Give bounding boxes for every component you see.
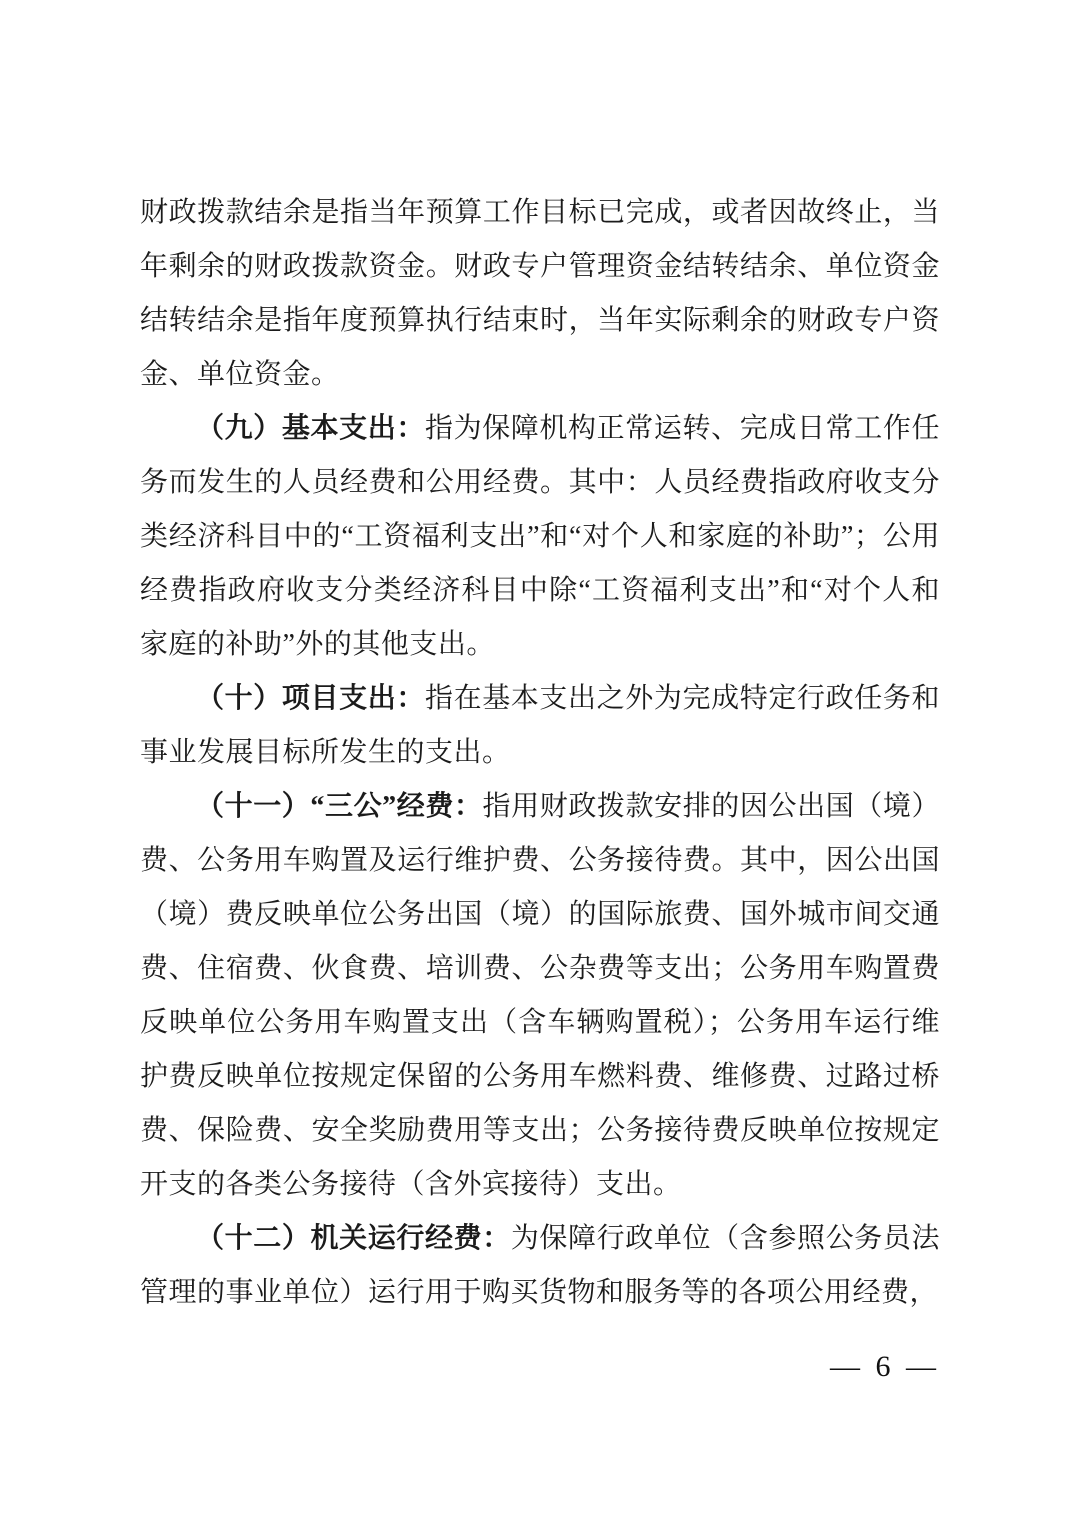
paragraph-three-public-funds — [140, 780, 940, 1212]
document-content — [140, 186, 940, 1320]
paragraph-heading: （十一）“三公”经费： — [196, 791, 483, 822]
paragraph-text: 指用财政拨款安排的因公出国（境）费、公务用车购置及运行维护费、公务接待费。其中，因公出国（境）费反映单位公务出国（境）的国际旅费、国外城市间交通费、住宿费、伙食费、培训费、公杂费等支出；公务用车购置费反映单位公务用车购置支出（含车辆购置税）；公务用车运行维护费反映单位按规定保留的公务用车燃料费、维修费、过路过桥费、保险费、安全奖励费用等支出；公务接待费反映单位按规定开支的各类公务接待（含外宾接待）支出。 — [140, 791, 940, 1200]
paragraph-text: 财政拨款结余是指当年预算工作目标已完成，或者因故终止，当年剩余的财政拨款资金。财政专户管理资金结转结余、单位资金结转结余是指年度预算执行结束时，当年实际剩余的财政专户资金、单位资金。 — [140, 197, 940, 390]
paragraph-heading: （九）基本支出： — [196, 413, 425, 444]
page-footer — [830, 1350, 940, 1384]
paragraph-agency-operating-costs — [140, 1212, 940, 1320]
paragraph-project-expenditure — [140, 672, 940, 780]
paragraph-heading: （十）项目支出： — [196, 683, 425, 714]
paragraph-text: 为保障行政单位（含参照公务员法管理的事业单位）运行用于购买货物和服务等的各项公用经费， — [140, 1223, 940, 1308]
paragraph-text: 指在基本支出之外为完成特定行政任务和事业发展目标所发生的支出。 — [140, 683, 940, 768]
paragraph-carryover-balance — [140, 186, 940, 402]
paragraph-heading: （十二）机关运行经费： — [196, 1223, 511, 1254]
page-number: — 6 — — [830, 1350, 940, 1383]
paragraph-basic-expenditure — [140, 402, 940, 672]
paragraph-text: 指为保障机构正常运转、完成日常工作任务而发生的人员经费和公用经费。其中：人员经费指政府收支分类经济科目中的“工资福利支出”和“对个人和家庭的补助”；公用经费指政府收支分类经济科目中除“工资福利支出”和“对个人和家庭的补助”外的其他支出。 — [140, 413, 940, 660]
